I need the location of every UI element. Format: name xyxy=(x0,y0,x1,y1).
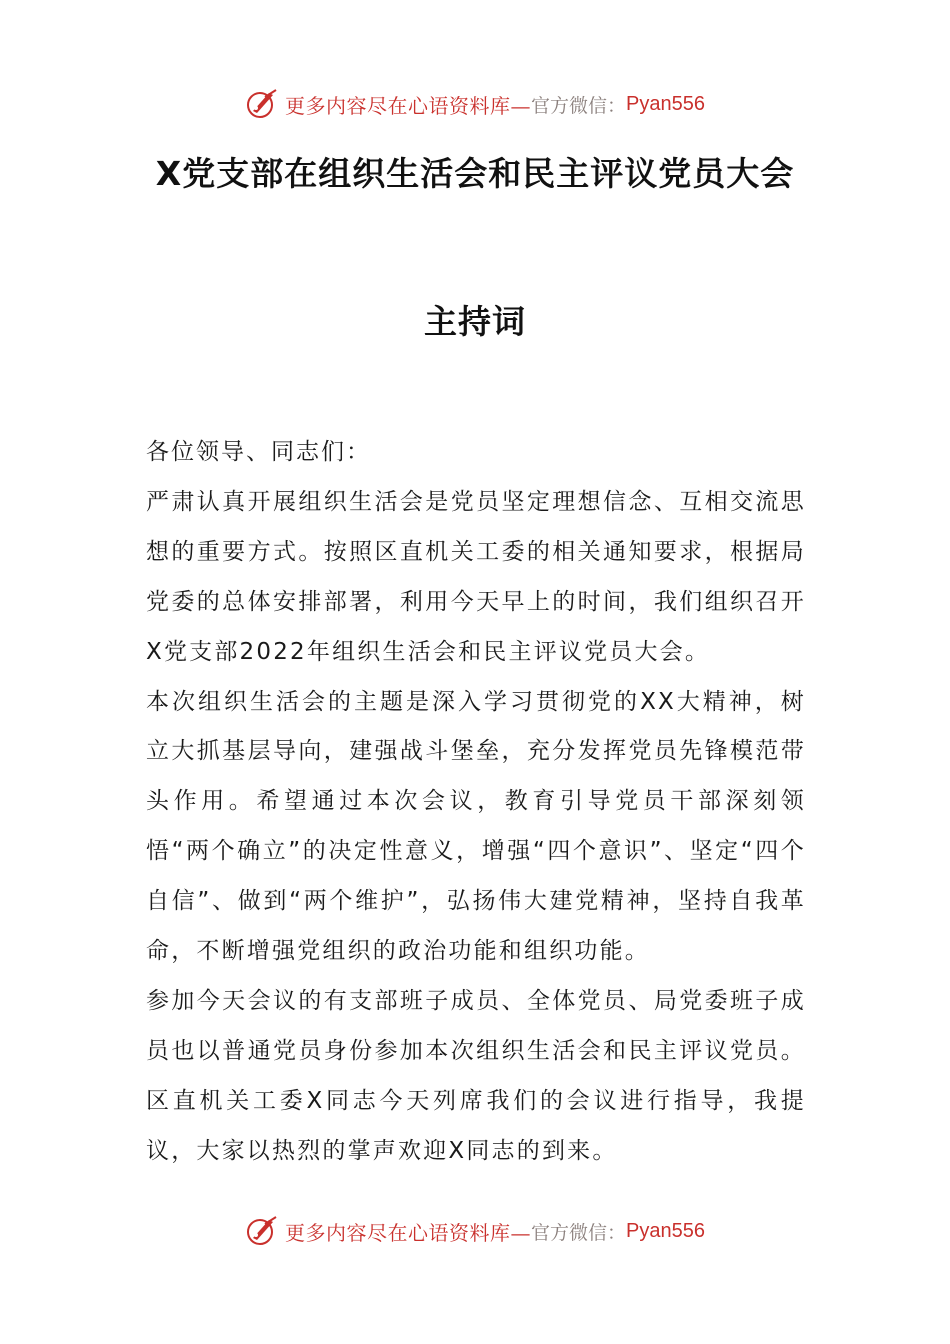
document-title-continued: 主持词 xyxy=(424,302,526,341)
banner-site-text: 更多内容尽在心语资料库— xyxy=(285,1220,531,1245)
paragraph: 本次组织生活会的主题是深入学习贯彻党的XX大精神，树立大抓基层导向，建强战斗堡垒，充分发挥党员先锋模范带头作用。希望通过本次会议，教育引导党员干部深刻领悟“两个确立”的决定性意义，增强“四个意识”、坚定“四个自信”、做到“两个维护”，弘扬伟大建党精神，坚持自我革命，不断增强党组织的政治功能和组织功能。 xyxy=(146,688,806,965)
paragraph: 参加今天会议的有支部班子成员、全体党员、局党委班子成员也以普通党员身份参加本次组织生活会和民主评议党员。区直机关工委X同志今天列席我们的会议进行指导，我提议，大家以热烈的掌声欢迎X同志的到来。 xyxy=(146,987,806,1164)
footer-banner xyxy=(0,1211,950,1251)
banner-site-text: 更多内容尽在心语资料库— xyxy=(285,93,531,118)
paragraph: 严肃认真开展组织生活会是党员坚定理想信念、互相交流思想的重要方式。按照区直机关工委的相关通知要求，根据局党委的总体安排部署，利用今天早上的时间，我们组织召开X党支部2022年组织生活会和民主评议党员大会。 xyxy=(146,488,806,665)
document-title: X党支部在组织生活会和民主评议党员大会 xyxy=(155,154,795,193)
banner-wechat-id: Pyan556 xyxy=(626,92,705,115)
pen-quill-logo-icon xyxy=(245,1214,279,1248)
document-body xyxy=(146,428,806,1177)
pen-quill-logo-icon xyxy=(245,87,279,121)
banner-wechat-label: 官方微信： xyxy=(531,94,627,117)
banner-wechat-label: 官方微信： xyxy=(531,1221,627,1244)
banner-wechat-id: Pyan556 xyxy=(626,1219,705,1242)
header-banner xyxy=(0,84,950,124)
salutation: 各位领导、同志们： xyxy=(146,439,371,465)
